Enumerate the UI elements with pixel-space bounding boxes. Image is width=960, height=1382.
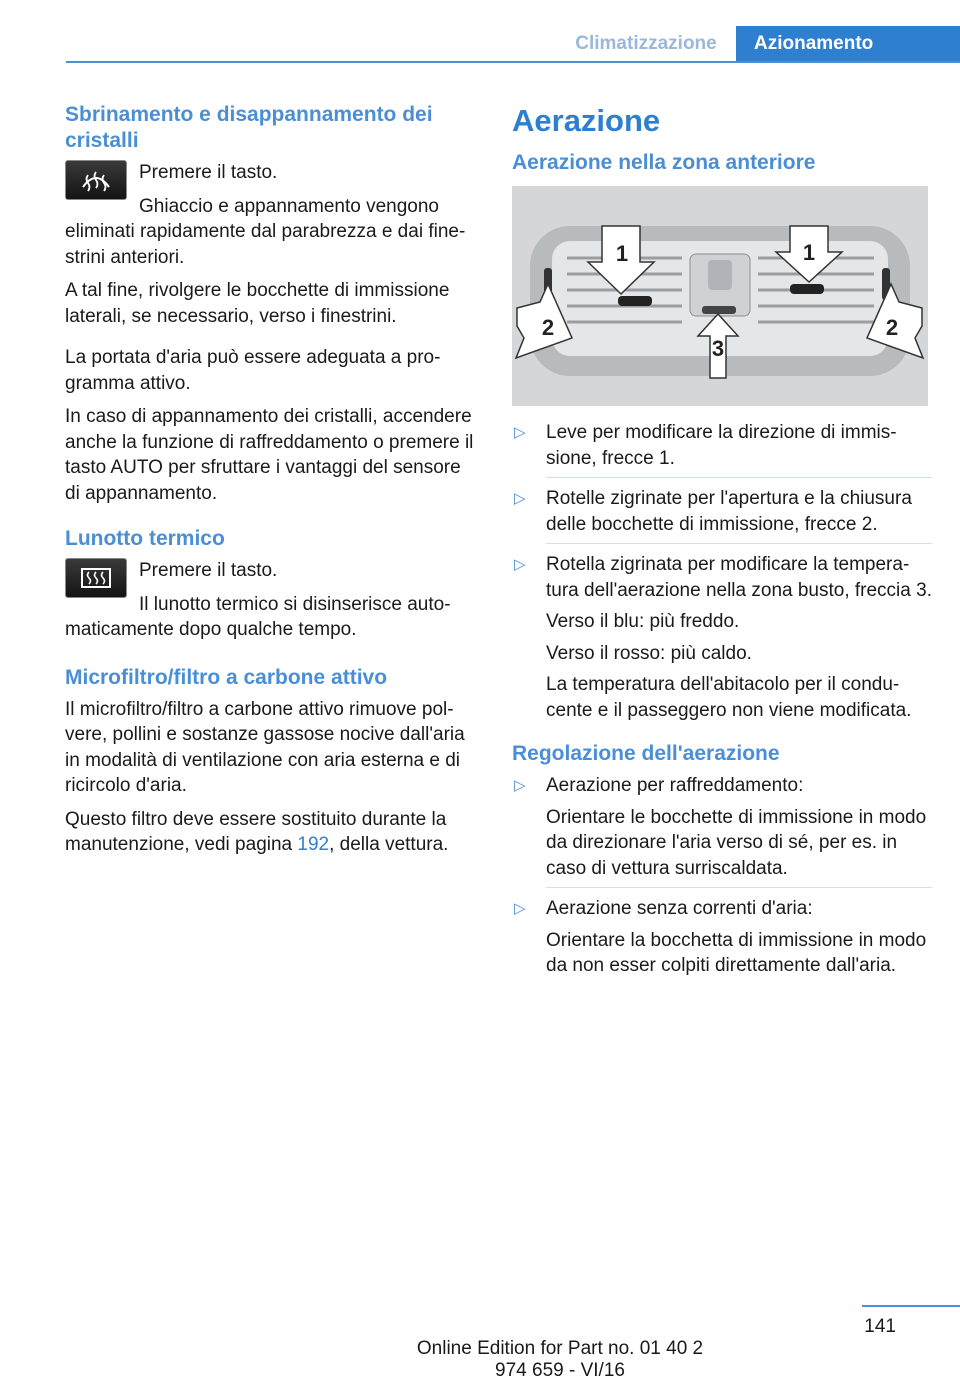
subsection-title-zona-anteriore: Aerazione nella zona anteriore (512, 151, 816, 174)
triangle-bullet-icon: ▷ (514, 777, 526, 794)
triangle-bullet-icon: ▷ (514, 556, 526, 573)
edition-footer: Online Edition for Part no. 01 40 2 974 659 - VI/16 (416, 1338, 704, 1381)
regulation-list (512, 773, 932, 979)
header-tab-climatizzazione[interactable]: Climatizzazione (575, 33, 717, 54)
section-title-sbrinamento: Sbrinamento e disappannamento dei cristalli (65, 103, 433, 152)
section-title-aerazione: Aerazione (512, 103, 661, 138)
page-link-192[interactable]: 192 (297, 834, 330, 855)
triangle-bullet-icon: ▷ (514, 424, 526, 441)
header-rule (66, 61, 960, 63)
arrow-label-1-right: 1 (802, 240, 816, 265)
list-item: ▷ Rotella zigrinata per modificare la temperatura dell'aerazione nella zona busto, freccia 3. Verso il blu: più freddo. Verso il rosso: più caldo. La temperatura dell'abitacolo per il conducente e il passeggero non viene modificata. (514, 554, 932, 721)
triangle-bullet-icon: ▷ (514, 490, 526, 507)
s3-p2-text-a: Questo filtro deve essere sostituito durante la manutenzione, vedi pagina (65, 808, 447, 855)
s2-p1: Premere il tasto. (139, 560, 278, 581)
defrost-windshield-button-icon (65, 160, 127, 200)
s3-p1: Il microfiltro/filtro a carbone attivo rimuove polvere, pollini e sostanze gassose nocive dall'aria in modalità di ventilazione con aria esterna e di ricircolo d'aria. (65, 698, 465, 796)
arrow-label-2-right: 2 (885, 315, 899, 340)
s1-p5: In caso di appannamento dei cristalli, accendere anche la funzione di raffreddamento o premere il tasto AUTO per sfruttare i vantaggi del sensore di appannamento. (65, 406, 474, 504)
arrow-label-2-left: 2 (541, 315, 555, 340)
arrow-label-1-left: 1 (615, 241, 629, 266)
s1-p1: Premere il tasto. (139, 162, 278, 183)
right-column (512, 102, 932, 993)
triangle-bullet-icon: ▷ (514, 900, 526, 917)
vent-controls-list (512, 420, 932, 723)
arrow-label-3: 3 (711, 336, 725, 361)
s1-p3: A tal fine, rivolgere le bocchette di immissione laterali, se necessario, verso i finestrini. (65, 280, 450, 327)
s1-p4: La portata d'aria può essere adeguata a programma attivo. (65, 347, 441, 394)
page-number: 141 (864, 1316, 896, 1337)
s2-p2: Il lunotto termico si disinserisce automaticamente dopo qualche tempo. (65, 593, 451, 640)
left-column (65, 102, 480, 866)
list-item: ▷ Aerazione per raffreddamento: Orientare le bocchette di immissione in modo da direzionare l'aria verso di sé, per es. in caso di vettura surriscaldata. (512, 773, 932, 888)
header-tab-azionamento[interactable]: Azionamento (736, 26, 960, 61)
s3-p2 (65, 807, 480, 858)
footer-rule (862, 1305, 960, 1307)
section-title-lunotto: Lunotto termico (65, 527, 225, 550)
s3-p2-text-b: , della vettura. (329, 834, 449, 855)
section-title-microfiltro: Microfiltro/filtro a carbone attivo (65, 665, 388, 689)
s1-p2: Ghiaccio e appannamento vengono eliminati rapidamente dal parabrezza e dai finestrini anteriori. (65, 195, 466, 268)
list-item: ▷ Rotelle zigrinate per l'apertura e la chiusura delle bocchette di immissione, frecce 2. (512, 486, 932, 544)
list-item: ▷ Leve per modificare la direzione di immissione, frecce 1. (512, 420, 932, 478)
list-item: ▷ Aerazione senza correnti d'aria: Orientare la bocchetta di immissione in modo da non esser colpiti direttamente dall'aria. (514, 898, 927, 976)
rear-window-defrost-button-icon (65, 558, 127, 598)
section-title-regolazione: Regolazione dell'aerazione (512, 742, 780, 765)
air-vent-photo (512, 186, 928, 406)
